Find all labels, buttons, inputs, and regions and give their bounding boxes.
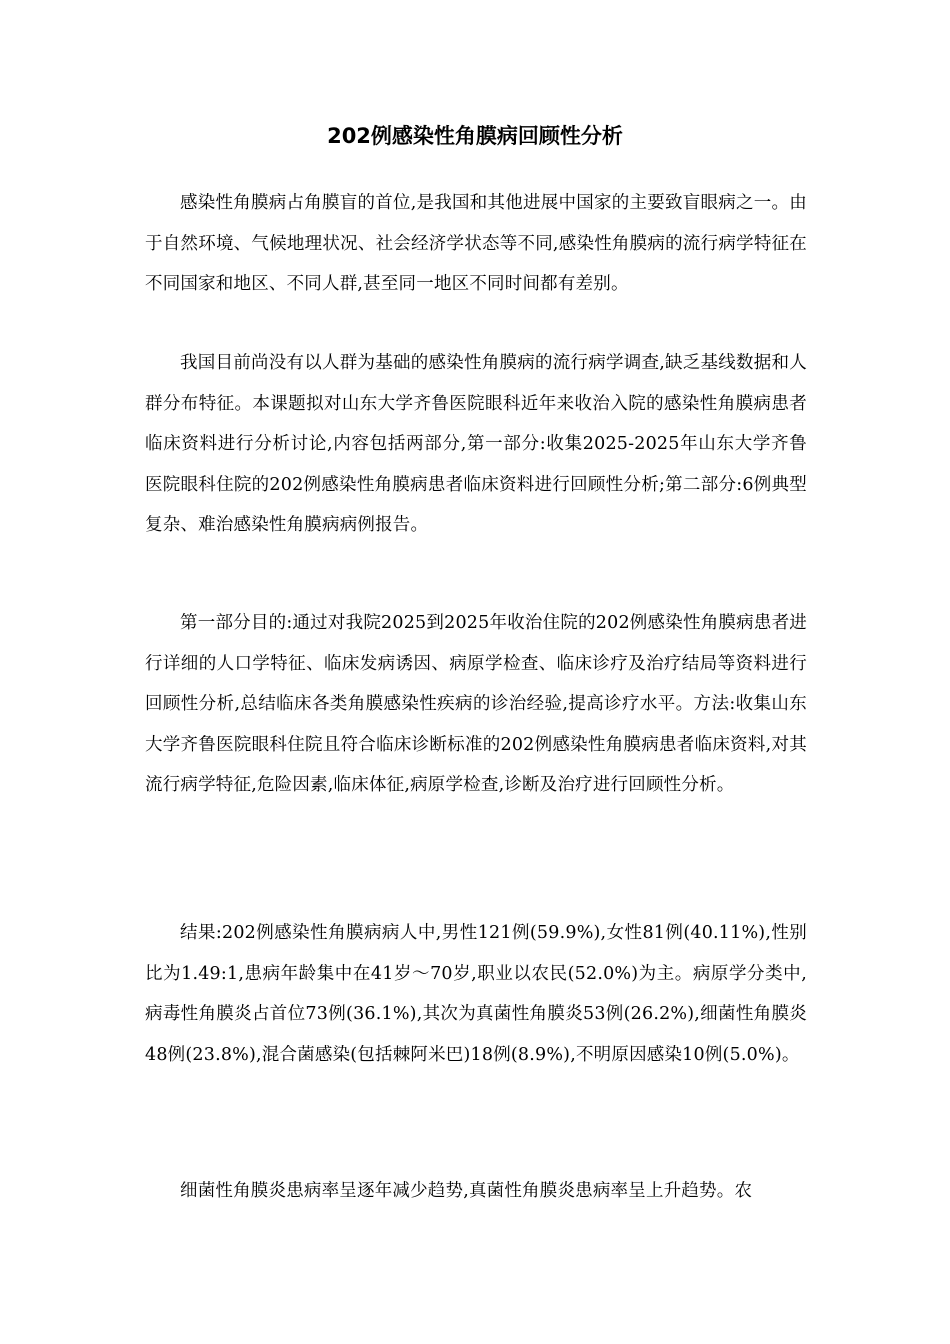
paragraph-5: 细菌性角膜炎患病率呈逐年减少趋势,真菌性角膜炎患病率呈上升趋势。农 [180,1181,753,1201]
paragraph-4: 结果:202例感染性角膜病病人中,男性121例(59.9%),女性81例(40.11%),性别比为1.49:1,患病年龄集中在41岁～70岁,职业以农民(52.0%)为主。病原学分类中,病毒性角膜炎占首位73例(36.1%),其次为真菌性角膜炎53例(26.2%),细菌性角膜炎48例(23.8%),混合菌感染(包括棘阿米巴)18例(8.9%),不明原因感染10例(5.0%)。 [145,923,807,1065]
paragraph-1: 感染性角膜病占角膜盲的首位,是我国和其他进展中国家的主要致盲眼病之一。由于自然环境、气候地理状况、社会经济学状态等不同,感染性角膜病的流行病学特征在不同国家和地区、不同人群,甚至同一地区不同时间都有差别。 [145,193,807,294]
paragraph-3: 第一部分目的:通过对我院2025到2025年收治住院的202例感染性角膜病患者进行详细的人口学特征、临床发病诱因、病原学检查、临床诊疗及治疗结局等资料进行回顾性分析,总结临床各类角膜感染性疾病的诊治经验,提高诊疗水平。方法:收集山东大学齐鲁医院眼科住院且符合临床诊断标准的202例感染性角膜病患者临床资料,对其流行病学特征,危险因素,临床体征,病原学检查,诊断及治疗进行回顾性分析。 [145,613,807,795]
paragraph-2: 我国目前尚没有以人群为基础的感染性角膜病的流行病学调查,缺乏基线数据和人群分布特征。本课题拟对山东大学齐鲁医院眼科近年来收治入院的感染性角膜病患者临床资料进行分析讨论,内容包括两部分,第一部分:收集2025-2025年山东大学齐鲁医院眼科住院的202例感染性角膜病患者临床资料进行回顾性分析;第二部分:6例典型复杂、难治感染性角膜病病例报告。 [145,353,807,535]
document-title: 202例感染性角膜病回顾性分析 [327,124,623,148]
